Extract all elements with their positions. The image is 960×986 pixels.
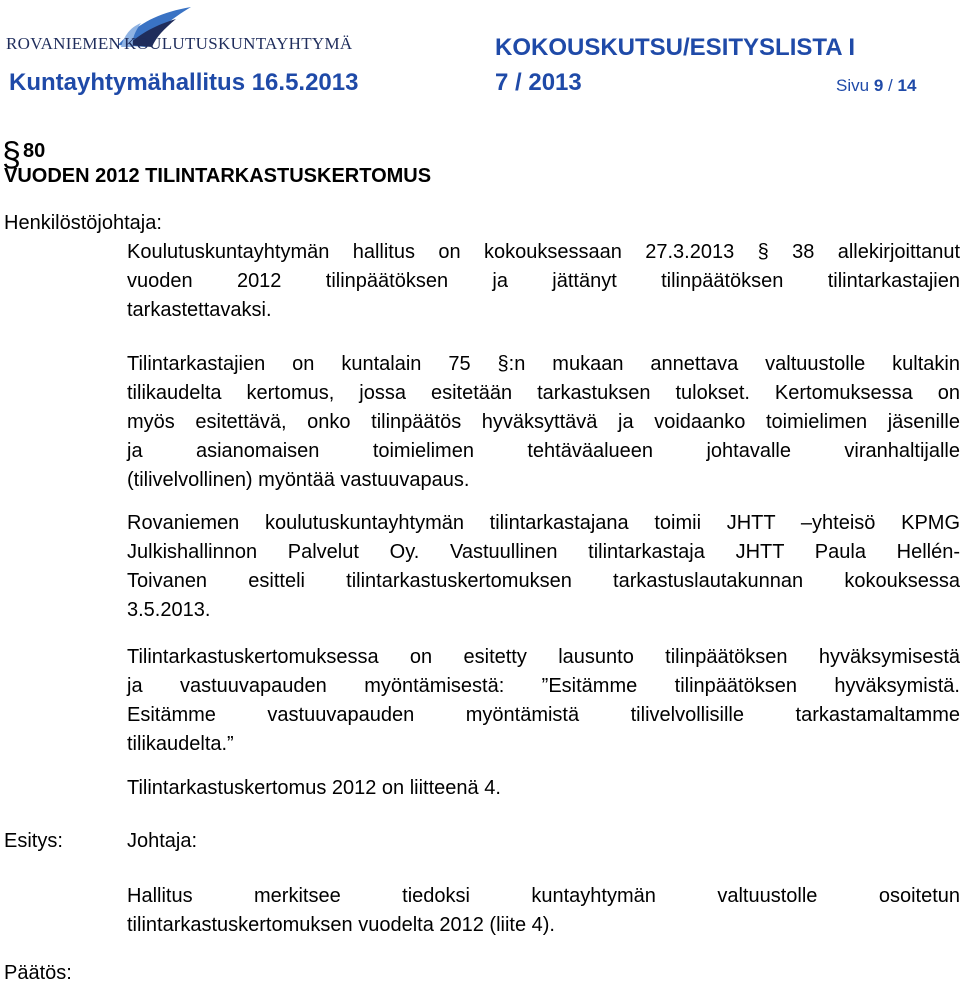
paragraph-3 (127, 509, 960, 625)
paragraph-line: Tilintarkastajien on kuntalain 75 §:n mukaan annettava valtuustolle kultakin (127, 353, 960, 375)
organization-logo (6, 5, 356, 65)
meeting-name: Kuntayhtymähallitus 16.5.2013 (9, 69, 359, 96)
meeting-number: 7 / 2013 (495, 69, 582, 96)
paragraph-5 (127, 774, 960, 803)
section-title: VUODEN 2012 TILINTARKASTUSKERTOMUS (4, 165, 432, 187)
page-label: Sivu (836, 76, 870, 95)
proposal-label: Esitys: (4, 830, 63, 852)
paragraph-line: Tilintarkastuskertomus 2012 on liitteenä 4. (127, 777, 501, 799)
logo-text-rovaniemen: ROVANIEMEN (6, 34, 122, 53)
section-sign: § (2, 136, 21, 174)
paragraph-line: (tilivelvollinen) myöntää vastuuvapaus. (127, 469, 470, 491)
paragraph-2 (127, 350, 960, 495)
preparer-label: Henkilöstöjohtaja: (4, 212, 162, 234)
page-separator: / (888, 76, 893, 95)
paragraph-line: ja vastuuvapauden myöntämisestä: ”Esitämme tilinpäätöksen hyväksymistä. (127, 675, 960, 697)
page-indicator (836, 76, 916, 96)
proposal-by: Johtaja: (127, 830, 198, 852)
paragraph-line: 3.5.2013. (127, 599, 211, 621)
paragraph-line: Rovaniemen koulutuskuntayhtymän tilintarkastajana toimii JHTT –yhteisö KPMG (127, 512, 960, 534)
proposal-line: Hallitus merkitsee tiedoksi kuntayhtymän valtuustolle osoitetun (127, 885, 960, 907)
page-current: 9 (873, 76, 884, 95)
paragraph-line: Esitämme vastuuvapauden myöntämistä tilivelvollisille tarkastamaltamme (127, 704, 960, 726)
paragraph-line: Koulutuskuntayhtymän hallitus on kokouksessaan 27.3.2013 § 38 allekirjoittanut (127, 241, 960, 263)
paragraph-line: myös esitettävä, onko tilinpäätös hyväksyttävä ja voidaanko toimielimen jäsenille (127, 411, 960, 433)
document-type-title: KOKOUSKUTSU/ESITYSLISTA I (495, 34, 856, 61)
paragraph-4 (127, 643, 960, 759)
paragraph-line: tilikaudelta kertomus, jossa esitetään tarkastuksen tulokset. Kertomuksessa on (127, 382, 960, 404)
paragraph-line: Tilintarkastuskertomuksessa on esitetty lausunto tilinpäätöksen hyväksymisestä (127, 646, 960, 668)
paragraph-line: Toivanen esitteli tilintarkastuskertomuksen tarkastuslautakunnan kokouksessa (127, 570, 960, 592)
paragraph-line: tilikaudelta.” (127, 733, 234, 755)
paragraph-1 (127, 238, 960, 325)
page-total: 14 (897, 76, 917, 95)
proposal-line: tilintarkastuskertomuksen vuodelta 2012 (liite 4). (127, 914, 555, 936)
decision-label: Päätös: (4, 962, 72, 984)
proposal-text (127, 882, 960, 940)
paragraph-line: tarkastettavaksi. (127, 299, 272, 321)
paragraph-line: ja asianomaisen toimielimen tehtäväalueen johtavalle viranhaltijalle (127, 440, 960, 462)
paragraph-line: vuoden 2012 tilinpäätöksen ja jättänyt tilinpäätöksen tilintarkastajien (127, 270, 960, 292)
paragraph-line: Julkishallinnon Palvelut Oy. Vastuullinen tilintarkastaja JHTT Paula Hellén- (127, 541, 960, 563)
logo-text-koulutuskuntayhtyma: KOULUTUSKUNTAYHTYMÄ (124, 34, 353, 53)
section-number: 80 (23, 140, 46, 162)
